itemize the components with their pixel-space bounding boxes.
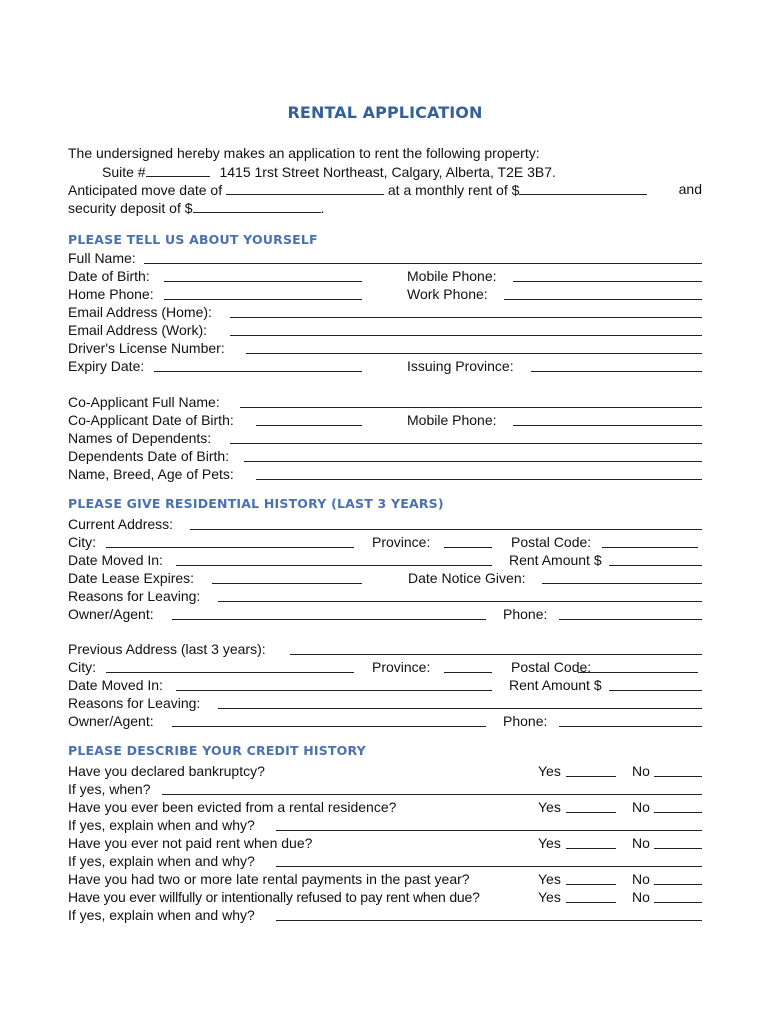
rental-application-page: [68, 0, 702, 1024]
current-province-field[interactable]: [444, 547, 492, 548]
previous-postal-field[interactable]: [578, 672, 698, 673]
refused-no-field[interactable]: [654, 902, 702, 903]
not-paid-explain-row: [68, 852, 702, 870]
previous-city-field[interactable]: [106, 672, 354, 673]
current-address-field[interactable]: [190, 529, 702, 530]
city-label: City:: [68, 659, 96, 675]
email-home-label: Email Address (Home):: [68, 304, 212, 320]
monthly-rent-label: at a monthly rent of $: [387, 182, 520, 198]
lease-expires-label: Date Lease Expires:: [68, 570, 195, 586]
previous-address-field[interactable]: [290, 654, 702, 655]
expiry-province-row: [68, 357, 702, 375]
issuing-province-field[interactable]: [531, 371, 702, 372]
work-phone-label: Work Phone:: [407, 286, 488, 302]
if-explain-label: If yes, explain when and why?: [68, 907, 255, 923]
postal-label: Postal Code:: [511, 659, 592, 675]
current-city-row: [68, 533, 702, 551]
refused-question: Have you ever willfully or intentionally refused to pay rent when due?: [68, 889, 480, 905]
co-name-field[interactable]: [240, 407, 702, 408]
yes-label: Yes: [538, 763, 561, 779]
full-name-row: [68, 249, 702, 267]
late-payments-yes-field[interactable]: [566, 884, 616, 885]
owner-label: Owner/Agent:: [68, 606, 154, 622]
notice-field[interactable]: [542, 583, 702, 584]
lease-notice-row: [68, 569, 702, 587]
bankruptcy-when-field[interactable]: [162, 794, 702, 795]
no-label: No: [632, 871, 650, 887]
email-work-label: Email Address (Work):: [68, 322, 207, 338]
email-work-field[interactable]: [230, 335, 702, 336]
yes-label: Yes: [538, 799, 561, 815]
section-heading-residential: PLEASE GIVE RESIDENTIAL HISTORY (LAST 3 YEARS): [68, 496, 444, 511]
current-phone-field[interactable]: [559, 619, 702, 620]
pets-label: Name, Breed, Age of Pets:: [68, 466, 234, 482]
intro-deposit-line: [68, 198, 702, 216]
yes-label: Yes: [538, 835, 561, 851]
expiry-label: Expiry Date:: [68, 358, 145, 374]
current-rent-amount-field[interactable]: [609, 565, 702, 566]
current-moved-row: [68, 551, 702, 569]
phone-label: Phone:: [503, 713, 548, 729]
current-owner-row: [68, 605, 702, 623]
previous-province-field[interactable]: [444, 672, 492, 673]
suite-number-field[interactable]: [146, 162, 210, 177]
co-dob-label: Co-Applicant Date of Birth:: [68, 412, 234, 428]
mobile-label: Mobile Phone:: [407, 268, 497, 284]
and-label: and: [678, 181, 702, 197]
co-dob-row: [68, 411, 702, 429]
not-paid-explain-field[interactable]: [276, 866, 702, 867]
dependents-dob-row: [68, 447, 702, 465]
co-name-label: Co-Applicant Full Name:: [68, 394, 220, 410]
current-moved-in-field[interactable]: [176, 565, 492, 566]
evicted-explain-row: [68, 816, 702, 834]
not-paid-row: [68, 834, 702, 852]
deposit-field[interactable]: [193, 198, 321, 213]
not-paid-yes-field[interactable]: [566, 848, 616, 849]
moved-in-label: Date Moved In:: [68, 552, 163, 568]
intro-move-line: [68, 180, 702, 198]
if-explain-label: If yes, explain when and why?: [68, 817, 255, 833]
evicted-row: [68, 798, 702, 816]
pets-row: [68, 465, 702, 483]
current-reasons-row: [68, 587, 702, 605]
current-reasons-field[interactable]: [218, 601, 702, 602]
email-work-row: [68, 321, 702, 339]
license-label: Driver's License Number:: [68, 340, 225, 356]
dob-label: Date of Birth:: [68, 268, 150, 284]
dependents-dob-label: Dependents Date of Birth:: [68, 448, 230, 464]
home-phone-field[interactable]: [164, 299, 362, 300]
deposit-end: .: [320, 200, 325, 216]
suite-label: Suite #: [102, 164, 146, 180]
bankruptcy-when-row: [68, 780, 702, 798]
evicted-explain-field[interactable]: [276, 830, 702, 831]
co-name-row: [68, 393, 702, 411]
bankruptcy-yes-field[interactable]: [566, 776, 616, 777]
dependents-dob-field[interactable]: [244, 461, 702, 462]
property-address: 1415 1rst Street Northeast, Calgary, Alberta, T2E 3B7.: [219, 164, 556, 180]
full-name-label: Full Name:: [68, 250, 136, 266]
no-label: No: [632, 799, 650, 815]
previous-address-label: Previous Address (last 3 years):: [68, 641, 266, 657]
phone-label: Phone:: [503, 606, 548, 622]
dob-mobile-row: [68, 267, 702, 285]
rent-amount-label: Rent Amount $: [509, 552, 602, 568]
previous-moved-in-field[interactable]: [176, 690, 492, 691]
current-address-row: [68, 515, 702, 533]
current-postal-field[interactable]: [602, 547, 698, 548]
home-phone-label: Home Phone:: [68, 286, 154, 302]
evicted-no-field[interactable]: [654, 812, 702, 813]
dependents-row: [68, 429, 702, 447]
no-label: No: [632, 763, 650, 779]
current-address-label: Current Address:: [68, 516, 174, 532]
mobile-field[interactable]: [513, 281, 702, 282]
late-payments-question: Have you had two or more late rental payments in the past year?: [68, 871, 470, 887]
moved-in-label: Date Moved In:: [68, 677, 163, 693]
current-city-field[interactable]: [106, 547, 354, 548]
reasons-label: Reasons for Leaving:: [68, 695, 201, 711]
previous-owner-row: [68, 712, 702, 730]
dob-field[interactable]: [164, 281, 362, 282]
work-phone-field[interactable]: [504, 299, 702, 300]
refused-explain-row: [68, 906, 702, 924]
email-home-row: [68, 303, 702, 321]
not-paid-no-field[interactable]: [654, 848, 702, 849]
city-label: City:: [68, 534, 96, 550]
late-payments-no-field[interactable]: [654, 884, 702, 885]
email-home-field[interactable]: [230, 317, 702, 318]
full-name-field[interactable]: [144, 263, 702, 264]
bankruptcy-row: [68, 762, 702, 780]
province-label: Province:: [372, 659, 431, 675]
postal-label: Postal Code:: [511, 534, 592, 550]
co-dob-field[interactable]: [256, 425, 362, 426]
previous-address-row: [68, 640, 702, 658]
refused-row: [68, 888, 702, 906]
lease-expires-field[interactable]: [212, 583, 362, 584]
dependents-label: Names of Dependents:: [68, 430, 212, 446]
if-explain-label: If yes, explain when and why?: [68, 853, 255, 869]
owner-label: Owner/Agent:: [68, 713, 154, 729]
bankruptcy-no-field[interactable]: [654, 776, 702, 777]
move-date-field[interactable]: [226, 180, 384, 195]
previous-city-row: [68, 658, 702, 676]
intro-line1: [68, 144, 702, 162]
evicted-yes-field[interactable]: [566, 812, 616, 813]
intro-text: The undersigned hereby makes an application to rent the following property:: [68, 145, 540, 161]
pets-field[interactable]: [256, 479, 702, 480]
province-label: Province:: [372, 534, 431, 550]
previous-reasons-field[interactable]: [218, 708, 702, 709]
license-row: [68, 339, 702, 357]
rent-amount-label: Rent Amount $: [509, 677, 602, 693]
yes-label: Yes: [538, 871, 561, 887]
late-payments-row: [68, 870, 702, 888]
previous-reasons-row: [68, 694, 702, 712]
previous-phone-field[interactable]: [559, 726, 702, 727]
section-heading-credit: PLEASE DESCRIBE YOUR CREDIT HISTORY: [68, 743, 366, 758]
no-label: No: [632, 835, 650, 851]
refused-explain-field[interactable]: [276, 920, 702, 921]
section-heading-about: PLEASE TELL US ABOUT YOURSELF: [68, 232, 318, 247]
no-label: No: [632, 889, 650, 905]
expiry-field[interactable]: [154, 371, 362, 372]
license-field[interactable]: [246, 353, 702, 354]
intro-suite-line: [68, 162, 702, 180]
notice-label: Date Notice Given:: [408, 570, 526, 586]
dependents-field[interactable]: [230, 443, 702, 444]
issuing-province-label: Issuing Province:: [407, 358, 514, 374]
move-date-label: Anticipated move date of: [68, 182, 223, 198]
previous-moved-row: [68, 676, 702, 694]
deposit-label: security deposit of $: [68, 200, 193, 216]
form-title: RENTAL APPLICATION: [287, 103, 483, 122]
previous-owner-field[interactable]: [172, 726, 486, 727]
monthly-rent-field[interactable]: [519, 180, 647, 195]
home-work-row: [68, 285, 702, 303]
current-owner-field[interactable]: [172, 619, 486, 620]
evicted-question: Have you ever been evicted from a rental residence?: [68, 799, 397, 815]
bankruptcy-question: Have you declared bankruptcy?: [68, 763, 265, 779]
previous-rent-amount-field[interactable]: [609, 690, 702, 691]
if-when-label: If yes, when?: [68, 781, 151, 797]
not-paid-question: Have you ever not paid rent when due?: [68, 835, 313, 851]
co-mobile-field[interactable]: [513, 425, 702, 426]
co-mobile-label: Mobile Phone:: [407, 412, 497, 428]
reasons-label: Reasons for Leaving:: [68, 588, 201, 604]
yes-label: Yes: [538, 889, 561, 905]
refused-yes-field[interactable]: [566, 902, 616, 903]
